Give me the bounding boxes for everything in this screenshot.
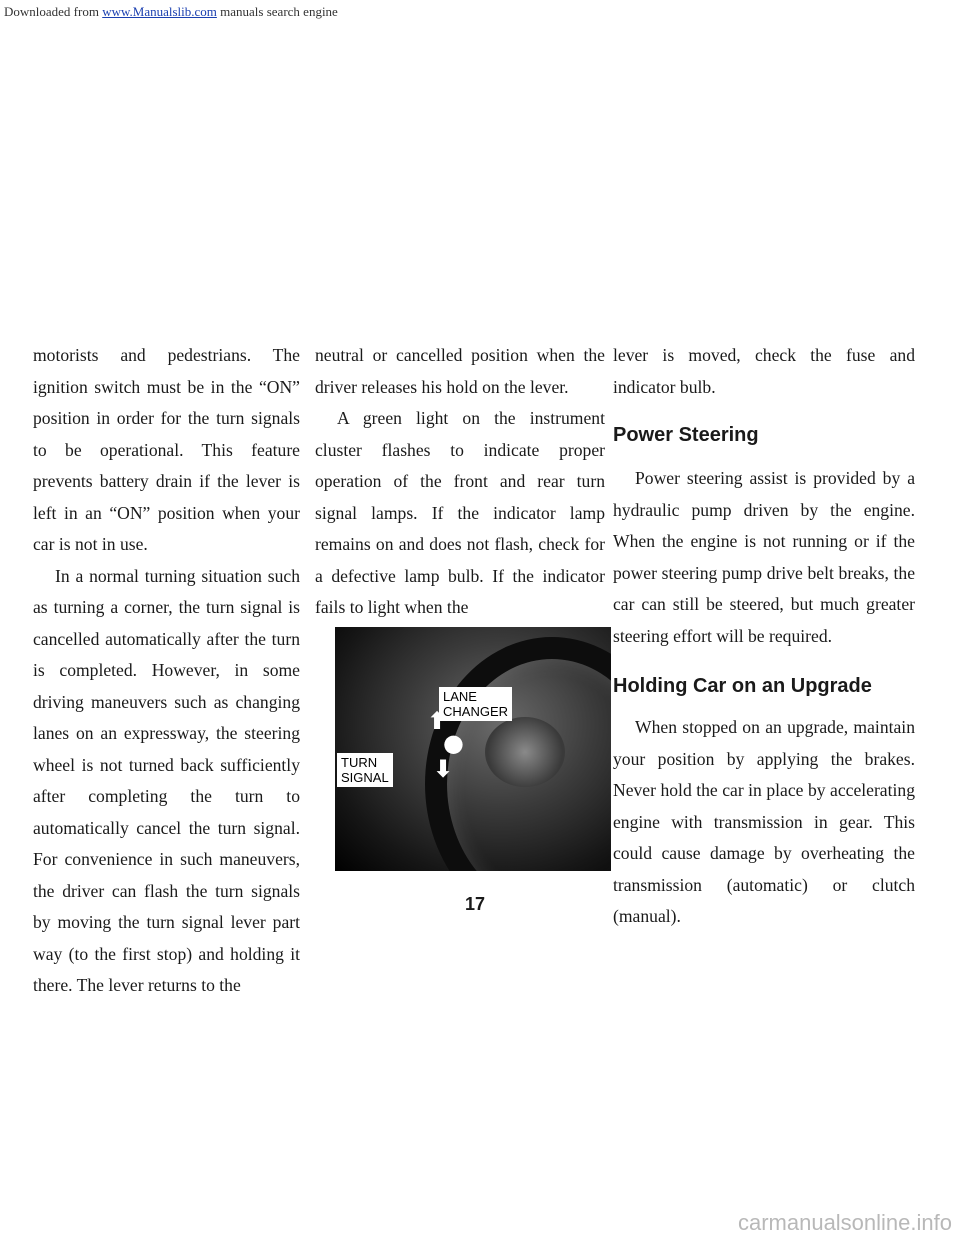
col1-paragraph-1: motorists and pedestrians. The ignition switch must be in the “ON” position in order for the turn signals to be operational. This feature prevents battery drain if the lever is left in an “ON” position when your car is not in use. bbox=[33, 345, 300, 554]
col1-paragraph-2: In a normal turning situation such as turning a corner, the turn signal is cancelled automatically after the turn is completed. However, in some driving maneuvers such as changing lanes on an expressway, the steering wheel is not turned back sufficiently after completing the turn to automatically cancel the turn signal. For convenience in such maneuvers, the driver can flash the turn signals by moving the turn signal lever part way (to the first stop) and holding it there. The lever returns to the bbox=[33, 565, 300, 995]
col2-paragraph-2: A green light on the instrument cluster flashes to indicate proper operation of the front and rear turn signal lamps. If the indicator lamp remains on and does not flash, check for a defective lamp bulb. If the indicator fails to light when the bbox=[315, 408, 605, 617]
header-suffix: manuals search engine bbox=[216, 4, 338, 19]
site-watermark: carmanualsonline.info bbox=[737, 1210, 952, 1235]
download-header bbox=[0, 4, 960, 20]
col3-paragraph-3: When stopped on an upgrade, maintain your position by applying the brakes. Never hold the car in place by accelerating engine with transmission in gear. This could cause damage by overheating the transmission (automatic) or clutch (manual). bbox=[613, 717, 915, 926]
turn-signal-label: TURN SIGNAL bbox=[337, 753, 393, 787]
arrow-up-icon: ⬆ bbox=[427, 707, 448, 735]
arrow-down-icon: ⬇ bbox=[433, 755, 454, 783]
page-number: 17 bbox=[464, 894, 486, 914]
lane-changer-label: LANE CHANGER bbox=[439, 687, 512, 721]
header-prefix: Downloaded from bbox=[4, 4, 103, 19]
steering-hub-shape bbox=[485, 717, 565, 787]
turn-signal-photo bbox=[335, 627, 611, 871]
manualslib-link[interactable]: www.Manualslib.com bbox=[102, 4, 217, 19]
column-2 bbox=[315, 340, 605, 624]
holding-car-heading: Holding Car on an Upgrade bbox=[613, 675, 872, 697]
column-3 bbox=[613, 340, 915, 933]
col3-paragraph-2: Power steering assist is provided by a hydraulic pump driven by the engine. When the engine is not running or if the power steering pump drive belt breaks, the car can still be steered, but much greater steering effort will be required. bbox=[613, 468, 915, 646]
lever-dot-icon: ● bbox=[443, 729, 464, 757]
column-1 bbox=[33, 340, 300, 1002]
col2-paragraph-1: neutral or cancelled position when the driver releases his hold on the lever. bbox=[315, 345, 605, 397]
col3-paragraph-1: lever is moved, check the fuse and indicator bulb. bbox=[613, 345, 915, 397]
power-steering-heading: Power Steering bbox=[613, 424, 759, 446]
